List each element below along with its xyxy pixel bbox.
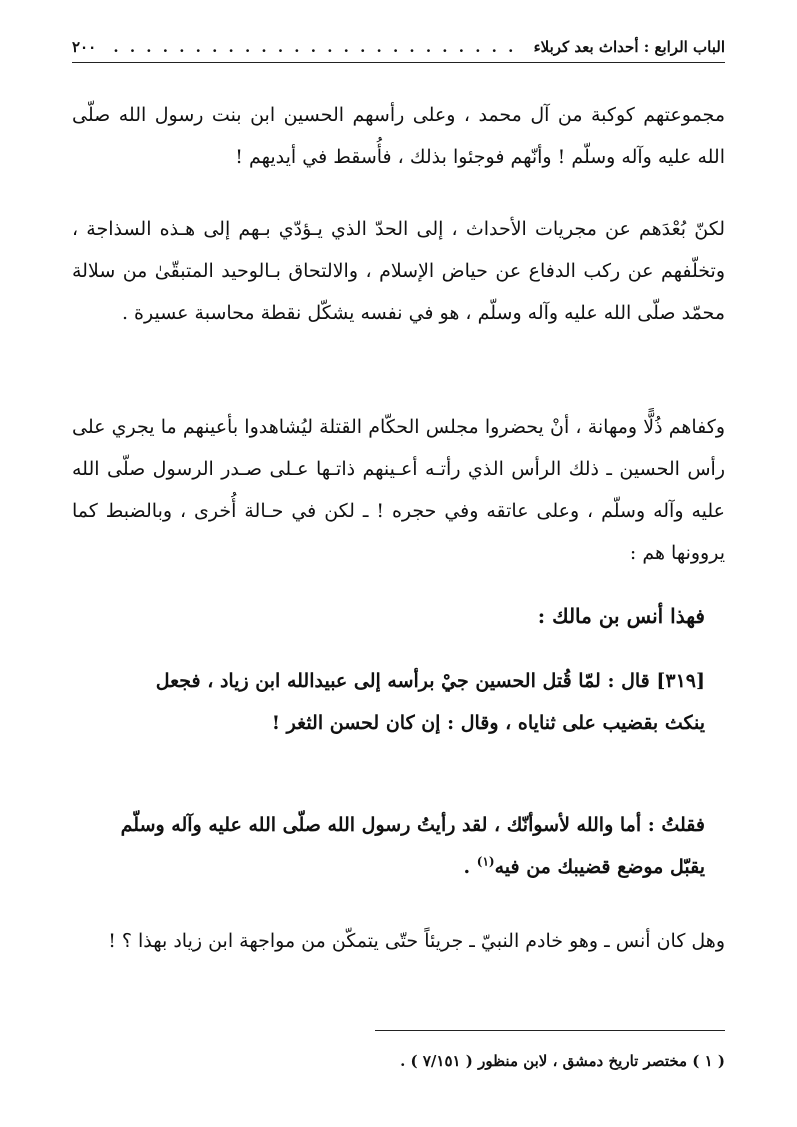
paragraph-3: وكفاهم ذُلًّا ومهانة ، أنْ يحضروا مجلس الحكّام القتلة ليُشاهدوا بأعينهم ما يجري على رأس الحسين ـ ذلك الرأس الذي رأتـه أعـينهم ذاتـها عـلى صـدر الرسول صلّى الله عليه وآله وسلّم ، وعلى عاتقه وفي حجره ! ـ لكن في حـالة أُخرى ، وبالضبط كما يروونها هم :	[72, 416, 725, 564]
paragraph-2: لكنّ بُعْدَهم عن مجريات الأحداث ، إلى الحدّ الذي يـؤدّي بـهم إلى هـذه السذاجة ، وتخلّفهم عن ركب الدفاع عن حياض الإسلام ، والالتحاق بـالوحيد المتبقّىٰ من سلالة محمّد صلّى الله عليه وآله وسلّم ، هو في نفسه يشكّل نقطة محاسبة عسيرة .	[72, 218, 725, 324]
quote-reply-end: .	[463, 856, 477, 878]
footnote-ref: (١)	[476, 854, 495, 869]
running-header	[72, 32, 725, 63]
chapter-title: الباب الرابع : أحداث بعد كربلاء	[533, 38, 725, 56]
page-number: ٢٠٠	[72, 38, 97, 56]
hadith-quote-reply	[120, 804, 705, 888]
narrator-heading: فهذا أنس بن مالك :	[537, 604, 705, 628]
hadith-quote-319: [٣١٩] قال : لمّا قُتل الحسين جيْ برأسه إلى عبيدالله ابن زياد ، فجعل ينكث بقضيب على ثناياه ، وقال : إن كان لحسن الثغر !	[155, 670, 705, 734]
quote-reply-text: فقلتُ : أما والله لأسوأنّك ، لقد رأيتُ رسول الله صلّى الله عليه وآله وسلّم يقبّل موضع قضيبك من فيه	[120, 814, 705, 878]
paragraph-1: مجموعتهم كوكبة من آل محمد ، وعلى رأسهم الحسين ابن بنت رسول الله صلّى الله عليه وآله وسلّم ! وأنّهم فوجئوا بذلك ، فأُسقط في أيديهم !	[72, 104, 725, 168]
footnote-1: ( ١ ) مختصر تاريخ دمشق ، لابن منظور ( ٧/١٥١ ) .	[400, 1052, 725, 1070]
header-dot-leader: . . . . . . . . . . . . . . . . . . . . . . . . .	[113, 38, 517, 56]
footnote-separator	[375, 1030, 725, 1031]
paragraph-4: وهل كان أنس ـ وهو خادم النبيّ ـ جريئاً حتّى يتمكّن من مواجهة ابن زياد بهذا ؟ !	[108, 930, 725, 952]
